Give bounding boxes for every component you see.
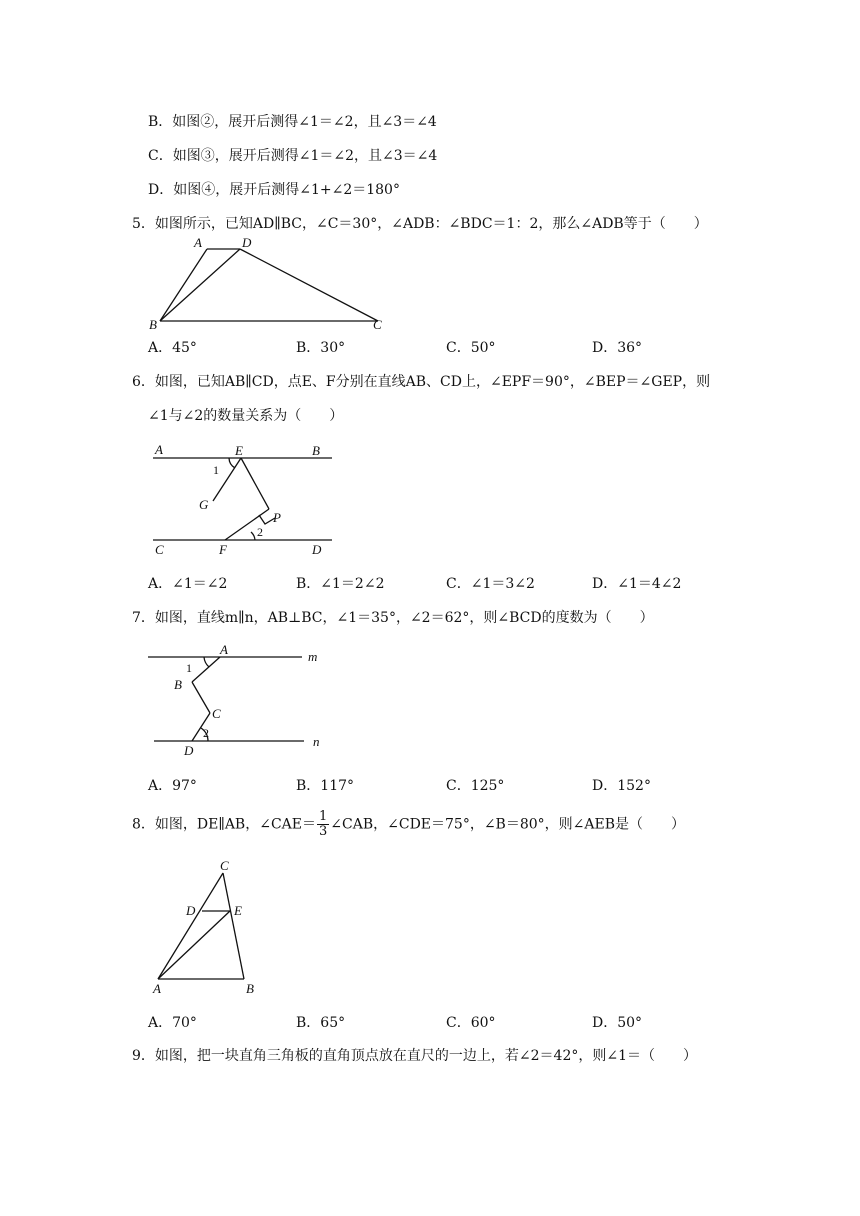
q8-option-c: C．60° bbox=[446, 1015, 496, 1031]
q6-stem-line2: ∠1与∠2的数量关系为（ ） bbox=[148, 408, 344, 424]
q7-option-c: C．125° bbox=[446, 778, 505, 794]
q7-label-m: m bbox=[308, 649, 318, 664]
q8-option-d: D．50° bbox=[592, 1015, 643, 1031]
q7-label-2: 2 bbox=[203, 726, 209, 740]
q5-option-a: A．45° bbox=[148, 340, 197, 356]
q8-stem-before: 8．如图，DE∥AB，∠CAE＝ bbox=[132, 816, 316, 833]
q7-label-n: n bbox=[313, 734, 320, 749]
q8-label-e: E bbox=[234, 903, 242, 918]
q6-stem-line1: 6．如图，已知AB∥CD，点E、F分别在直线AB、CD上，∠EPF＝90°，∠BEP＝∠GEP，则 bbox=[132, 374, 711, 390]
q7-label-a: A bbox=[220, 642, 228, 657]
q8-figure bbox=[140, 855, 280, 997]
q6-option-a: A．∠1＝∠2 bbox=[148, 576, 228, 592]
q4-option-b: B．如图②，展开后测得∠1＝∠2，且∠3＝∠4 bbox=[148, 114, 437, 130]
q7-option-a: A．97° bbox=[148, 778, 197, 794]
q6-label-2: 2 bbox=[257, 525, 263, 539]
q6-label-c: C bbox=[155, 542, 164, 557]
q5-label-c: C bbox=[373, 317, 382, 332]
q6-label-b: B bbox=[312, 443, 320, 458]
q7-label-d: D bbox=[184, 743, 194, 758]
q8-stem bbox=[132, 810, 685, 839]
q5-label-a: A bbox=[194, 235, 202, 250]
q7-label-1: 1 bbox=[186, 661, 192, 675]
q6-option-b: B．∠1＝2∠2 bbox=[296, 576, 385, 592]
q8-fraction bbox=[317, 810, 329, 839]
q6-option-d: D．∠1＝4∠2 bbox=[592, 576, 682, 592]
q8-label-a: A bbox=[153, 981, 161, 996]
q5-label-b: B bbox=[149, 317, 157, 332]
q6-label-a: A bbox=[155, 442, 163, 457]
q8-option-a: A．70° bbox=[148, 1015, 197, 1031]
q8-fraction-numerator: 1 bbox=[319, 809, 328, 824]
q7-label-c: C bbox=[212, 706, 221, 721]
q4-option-d: D．如图④，展开后测得∠1+∠2＝180° bbox=[148, 182, 400, 198]
q8-option-b: B．65° bbox=[296, 1015, 346, 1031]
q6-label-g: G bbox=[199, 497, 209, 512]
q5-option-d: D．36° bbox=[592, 340, 643, 356]
q9-stem: 9．如图，把一块直角三角板的直角顶点放在直尺的一边上，若∠2＝42°，则∠1＝（ ） bbox=[132, 1048, 697, 1064]
q6-label-e: E bbox=[235, 443, 243, 458]
q8-fraction-denominator: 3 bbox=[319, 824, 328, 839]
q5-stem: 5．如图所示，已知AD∥BC，∠C＝30°，∠ADB：∠BDC＝1：2，那么∠ADB等于（ ） bbox=[132, 216, 708, 232]
q8-stem-after: ∠CAB，∠CDE＝75°，∠B＝80°，则∠AEB是（ ） bbox=[330, 816, 686, 833]
q5-option-b: B．30° bbox=[296, 340, 346, 356]
q8-label-d: D bbox=[186, 903, 196, 918]
q6-label-1: 1 bbox=[213, 463, 219, 477]
q4-option-c: C．如图③，展开后测得∠1＝∠2，且∠3＝∠4 bbox=[148, 148, 438, 164]
q7-figure bbox=[140, 638, 340, 760]
q6-label-d: D bbox=[312, 542, 322, 557]
q8-label-b: B bbox=[246, 981, 254, 996]
q5-label-d: D bbox=[242, 235, 252, 250]
q6-option-c: C．∠1＝3∠2 bbox=[446, 576, 535, 592]
q5-figure bbox=[140, 235, 400, 335]
q6-label-f: F bbox=[219, 542, 227, 557]
q6-figure bbox=[145, 438, 345, 560]
q7-option-b: B．117° bbox=[296, 778, 355, 794]
q5-option-c: C．50° bbox=[446, 340, 496, 356]
q6-label-p: P bbox=[273, 510, 281, 525]
q7-label-b: B bbox=[174, 677, 182, 692]
q8-label-c: C bbox=[220, 858, 229, 873]
q7-option-d: D．152° bbox=[592, 778, 651, 794]
q7-stem: 7．如图，直线m∥n，AB⊥BC，∠1＝35°，∠2＝62°，则∠BCD的度数为（ ） bbox=[132, 610, 654, 626]
